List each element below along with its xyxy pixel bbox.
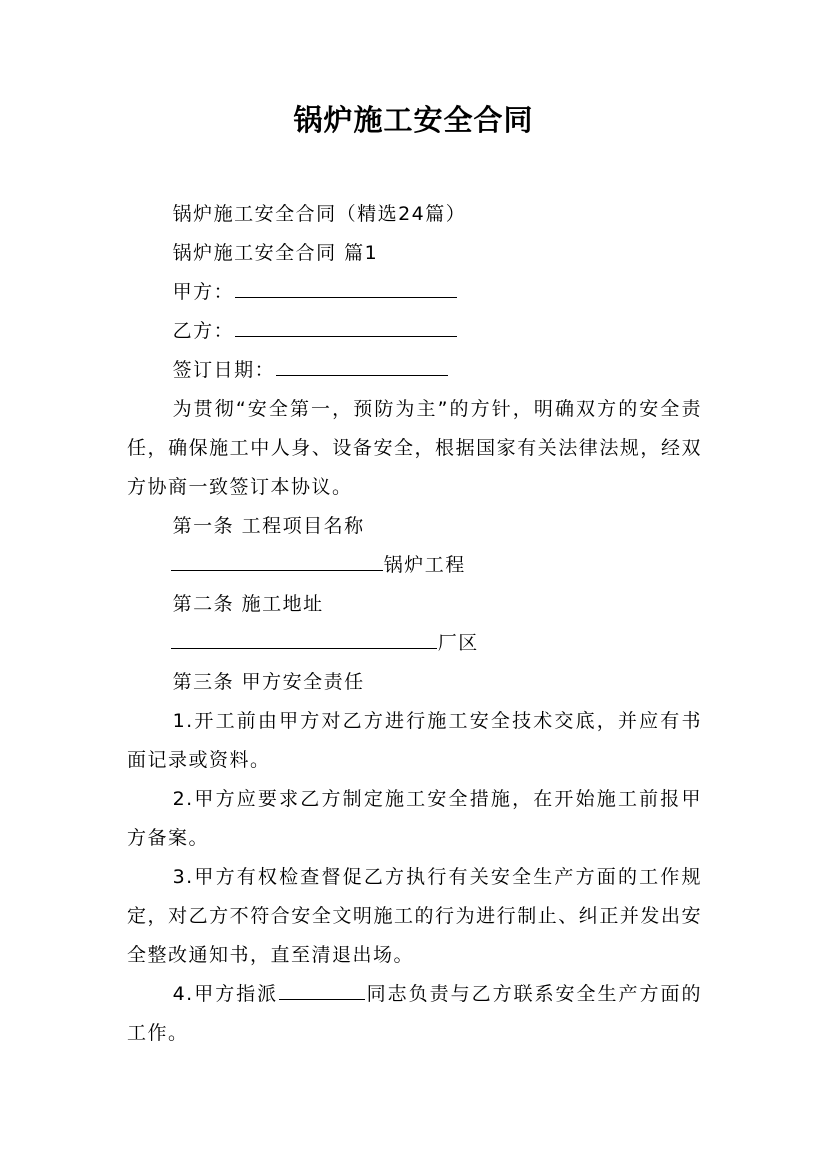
project-name-suffix: 锅炉工程 <box>383 554 466 576</box>
item-2: 2.甲方应要求乙方制定施工安全措施，在开始施工前报甲方备案。 <box>127 788 702 849</box>
item-3: 3.甲方有权检查督促乙方执行有关安全生产方面的工作规定，对乙方不符合安全文明施工的行为进行制止、纠正并发出安全整改通知书，直至清退出场。 <box>127 866 702 966</box>
party-b-label: 乙方： <box>172 320 235 342</box>
project-name-blank <box>171 550 383 571</box>
subtitle-line: 锅炉施工安全合同（精选24篇） <box>172 203 467 225</box>
article-2-heading: 第二条 施工地址 <box>172 593 324 615</box>
address-line <box>127 624 702 663</box>
project-name-line <box>127 546 702 585</box>
address-suffix: 厂区 <box>437 632 479 654</box>
document-body <box>127 195 702 1053</box>
party-b-line <box>127 312 702 351</box>
sign-date-label: 签订日期： <box>172 359 276 381</box>
sign-date-blank <box>276 355 448 376</box>
designee-blank <box>279 979 365 1000</box>
item-4-prefix: 4.甲方指派 <box>172 983 279 1005</box>
document-title: 锅炉施工安全合同 <box>293 103 534 137</box>
party-a-label: 甲方： <box>172 281 235 303</box>
item-1: 1.开工前由甲方对乙方进行施工安全技术交底，并应有书面记录或资料。 <box>127 710 702 771</box>
piece-heading: 锅炉施工安全合同 篇1 <box>172 242 379 264</box>
party-a-blank <box>235 277 457 298</box>
article-1-heading: 第一条 工程项目名称 <box>172 515 365 537</box>
article-3-heading: 第三条 甲方安全责任 <box>172 671 365 693</box>
item-4-suffix: 同志负责与乙方联系安全生产方面的工作。 <box>127 983 702 1044</box>
item-4 <box>127 975 702 1053</box>
party-a-line <box>127 273 702 312</box>
address-blank <box>171 628 437 649</box>
party-b-blank <box>235 316 457 337</box>
sign-date-line <box>127 351 702 390</box>
intro-paragraph: 为贯彻“安全第一，预防为主”的方针，明确双方的安全责任，确保施工中人身、设备安全，根据国家有关法律法规，经双方协商一致签订本协议。 <box>127 398 702 498</box>
